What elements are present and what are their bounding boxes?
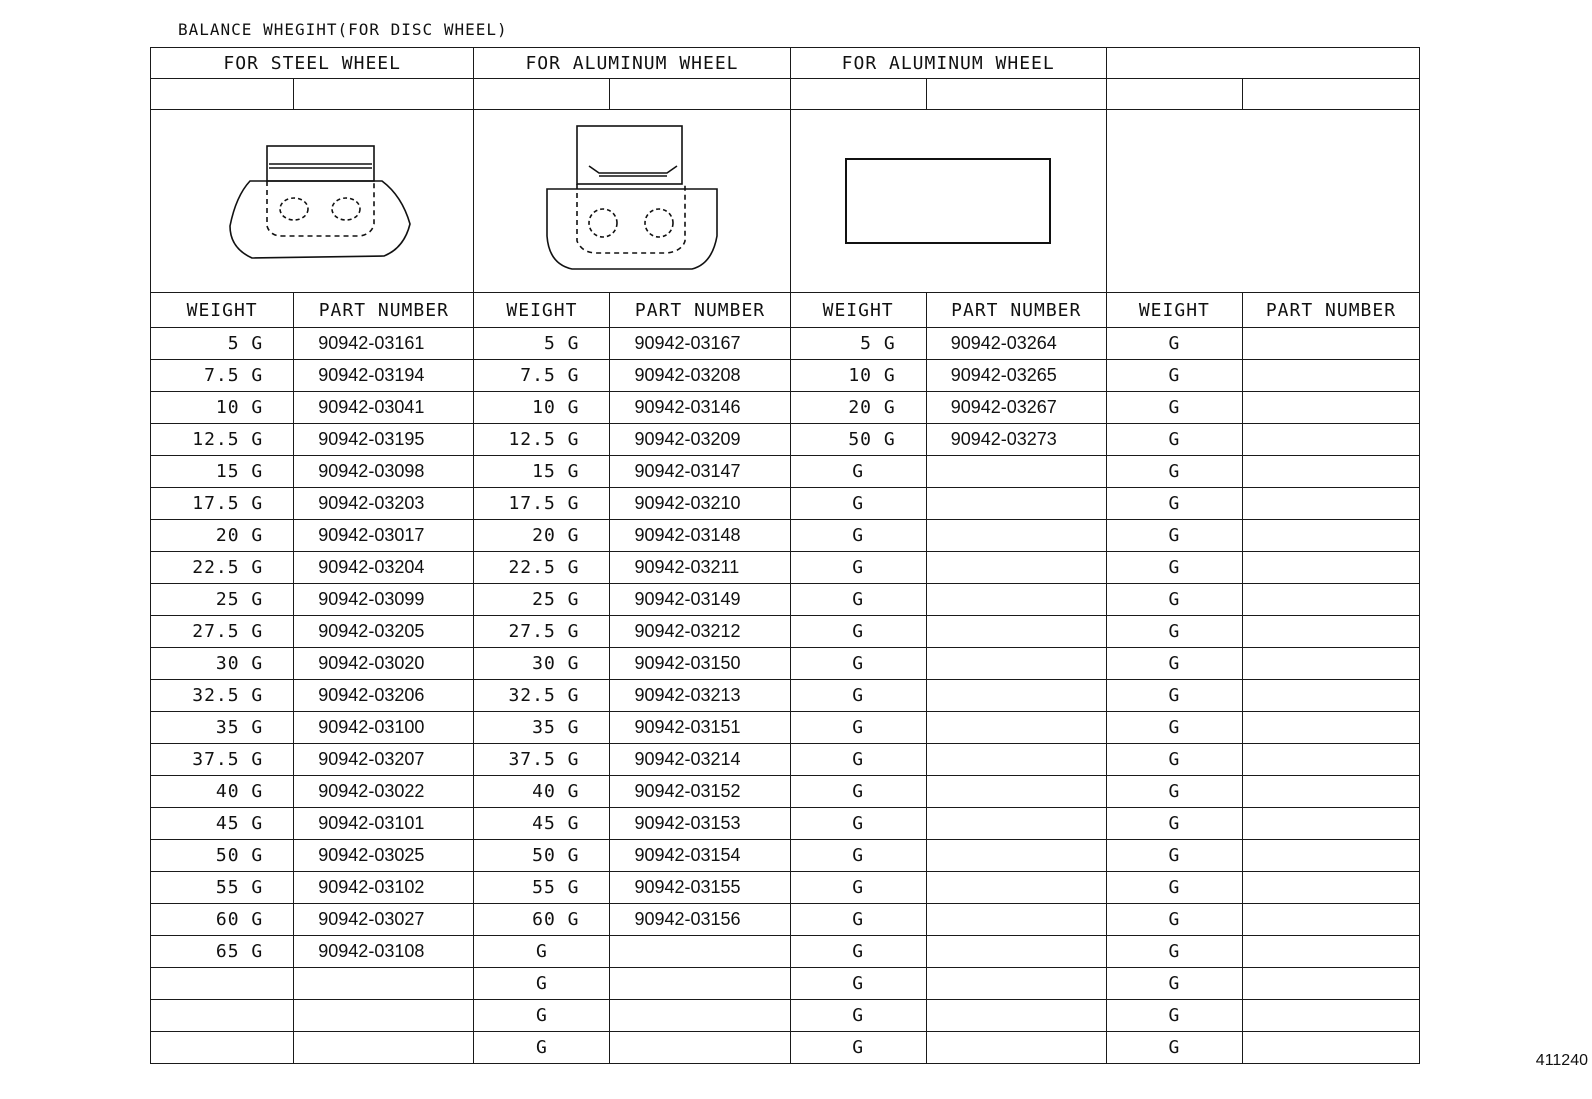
weight-cell: G <box>1106 488 1242 520</box>
blank-header-row <box>151 79 1420 110</box>
part-number-cell: 90942-03151 <box>610 712 790 744</box>
weight-cell: 20 G <box>151 520 294 552</box>
weight-cell: 5 G <box>790 328 926 360</box>
weight-cell: G <box>1106 776 1242 808</box>
weight-cell: G <box>790 872 926 904</box>
weight-cell: 10 G <box>790 360 926 392</box>
group-label-blank <box>1106 48 1419 79</box>
weight-cell: G <box>790 712 926 744</box>
weight-cell: 55 G <box>474 872 610 904</box>
part-number-cell: 90942-03209 <box>610 424 790 456</box>
weight-cell: G <box>474 968 610 1000</box>
part-number-cell: 90942-03101 <box>294 808 474 840</box>
part-number-cell <box>610 936 790 968</box>
weight-cell: G <box>790 456 926 488</box>
part-number-cell: 90942-03267 <box>926 392 1106 424</box>
weight-cell: 45 G <box>151 808 294 840</box>
table-row <box>151 584 1420 616</box>
weight-header: WEIGHT <box>151 293 294 328</box>
weight-cell: 22.5 G <box>474 552 610 584</box>
table-row <box>151 712 1420 744</box>
weight-cell: 40 G <box>474 776 610 808</box>
weight-cell: G <box>474 936 610 968</box>
part-number-cell <box>1242 648 1419 680</box>
part-number-cell: 90942-03161 <box>294 328 474 360</box>
weight-cell: 32.5 G <box>474 680 610 712</box>
part-number-cell <box>926 776 1106 808</box>
part-number-cell: 90942-03214 <box>610 744 790 776</box>
table-row <box>151 552 1420 584</box>
part-number-cell <box>1242 904 1419 936</box>
part-number-cell <box>926 584 1106 616</box>
weight-cell: G <box>1106 520 1242 552</box>
part-number-cell <box>1242 392 1419 424</box>
weight-cell: 32.5 G <box>151 680 294 712</box>
group-label-steel: FOR STEEL WHEEL <box>151 48 474 79</box>
part-number-cell: 90942-03022 <box>294 776 474 808</box>
weight-cell: 17.5 G <box>151 488 294 520</box>
weight-cell: G <box>1106 424 1242 456</box>
weight-cell: 65 G <box>151 936 294 968</box>
steel-weight-illustration <box>151 110 474 293</box>
aluminum-adhesive-weight-drawing <box>843 156 1053 246</box>
part-number-cell: 90942-03100 <box>294 712 474 744</box>
weight-cell: G <box>1106 1000 1242 1032</box>
part-number-cell: 90942-03213 <box>610 680 790 712</box>
weight-cell: G <box>790 936 926 968</box>
part-number-cell <box>1242 680 1419 712</box>
part-number-cell <box>1242 520 1419 552</box>
aluminum-clip-weight-drawing <box>537 121 727 281</box>
table-row <box>151 392 1420 424</box>
weight-cell: 35 G <box>151 712 294 744</box>
part-number-cell <box>1242 776 1419 808</box>
part-number-cell <box>926 520 1106 552</box>
weight-cell: 50 G <box>151 840 294 872</box>
weight-cell: 40 G <box>151 776 294 808</box>
weight-header: WEIGHT <box>474 293 610 328</box>
weight-cell: 5 G <box>151 328 294 360</box>
weight-cell: 27.5 G <box>474 616 610 648</box>
table-row <box>151 968 1420 1000</box>
weight-cell: G <box>790 840 926 872</box>
weight-cell: 55 G <box>151 872 294 904</box>
weight-cell: G <box>1106 904 1242 936</box>
part-number-cell <box>926 840 1106 872</box>
weight-cell <box>151 1032 294 1064</box>
weight-header: WEIGHT <box>1106 293 1242 328</box>
weight-cell: G <box>790 648 926 680</box>
weight-cell: 22.5 G <box>151 552 294 584</box>
column-header-row <box>151 293 1420 328</box>
part-number-cell: 90942-03207 <box>294 744 474 776</box>
part-number-cell <box>926 456 1106 488</box>
weight-cell: 60 G <box>474 904 610 936</box>
part-number-cell <box>926 872 1106 904</box>
weight-cell: G <box>790 680 926 712</box>
part-number-cell: 90942-03148 <box>610 520 790 552</box>
part-number-cell: 90942-03206 <box>294 680 474 712</box>
blank-cell <box>151 79 294 110</box>
part-number-cell <box>610 1032 790 1064</box>
figure-code: 411240 <box>1535 1052 1588 1069</box>
weight-cell: 45 G <box>474 808 610 840</box>
blank-cell <box>474 79 610 110</box>
weight-cell: 5 G <box>474 328 610 360</box>
weight-cell: G <box>474 1032 610 1064</box>
part-number-cell <box>1242 1000 1419 1032</box>
part-number-cell: 90942-03152 <box>610 776 790 808</box>
group-header-row <box>151 48 1420 79</box>
part-number-cell: 90942-03210 <box>610 488 790 520</box>
part-number-cell: 90942-03167 <box>610 328 790 360</box>
part-number-cell: 90942-03153 <box>610 808 790 840</box>
weight-cell: 7.5 G <box>151 360 294 392</box>
part-number-header: PART NUMBER <box>1242 293 1419 328</box>
part-number-cell: 90942-03098 <box>294 456 474 488</box>
table-row <box>151 488 1420 520</box>
table-row <box>151 520 1420 552</box>
part-number-cell <box>926 680 1106 712</box>
part-number-cell <box>1242 584 1419 616</box>
blank-cell <box>1106 79 1242 110</box>
weight-cell: G <box>1106 584 1242 616</box>
part-number-cell <box>1242 552 1419 584</box>
part-number-cell <box>1242 424 1419 456</box>
part-number-cell <box>1242 712 1419 744</box>
part-number-cell <box>1242 488 1419 520</box>
weight-cell: G <box>790 552 926 584</box>
part-number-cell <box>1242 840 1419 872</box>
part-number-cell <box>1242 456 1419 488</box>
weight-cell <box>151 968 294 1000</box>
part-number-cell: 90942-03154 <box>610 840 790 872</box>
part-number-cell <box>926 936 1106 968</box>
part-number-cell: 90942-03017 <box>294 520 474 552</box>
part-number-cell <box>1242 1032 1419 1064</box>
part-number-cell: 90942-03205 <box>294 616 474 648</box>
part-number-cell <box>1242 616 1419 648</box>
blank-cell <box>294 79 474 110</box>
weight-cell: 7.5 G <box>474 360 610 392</box>
weight-cell: 50 G <box>790 424 926 456</box>
weight-cell: 20 G <box>790 392 926 424</box>
part-number-cell: 90942-03147 <box>610 456 790 488</box>
weight-cell: G <box>1106 360 1242 392</box>
weight-cell: G <box>1106 968 1242 1000</box>
weight-cell: G <box>1106 680 1242 712</box>
part-number-cell: 90942-03099 <box>294 584 474 616</box>
blank-cell <box>926 79 1106 110</box>
weight-cell: 50 G <box>474 840 610 872</box>
part-number-cell: 90942-03208 <box>610 360 790 392</box>
weight-cell: 12.5 G <box>474 424 610 456</box>
part-number-cell <box>294 1000 474 1032</box>
weight-cell: G <box>1106 552 1242 584</box>
weight-cell: G <box>1106 872 1242 904</box>
illustration-row <box>151 110 1420 293</box>
part-number-cell <box>926 968 1106 1000</box>
part-number-cell <box>1242 872 1419 904</box>
table-row <box>151 840 1420 872</box>
weight-cell: 35 G <box>474 712 610 744</box>
part-number-cell <box>926 712 1106 744</box>
table-row <box>151 744 1420 776</box>
part-number-cell <box>926 1032 1106 1064</box>
weight-cell: 10 G <box>474 392 610 424</box>
part-number-cell <box>926 904 1106 936</box>
weight-cell: G <box>1106 456 1242 488</box>
part-number-cell: 90942-03265 <box>926 360 1106 392</box>
weight-cell: 15 G <box>151 456 294 488</box>
weight-cell: G <box>1106 744 1242 776</box>
part-number-cell <box>926 808 1106 840</box>
part-number-cell <box>1242 968 1419 1000</box>
weight-cell: 30 G <box>474 648 610 680</box>
table-row <box>151 648 1420 680</box>
weight-cell: G <box>790 488 926 520</box>
part-number-cell: 90942-03155 <box>610 872 790 904</box>
group-label-aluminum-adhesive: FOR ALUMINUM WHEEL <box>790 48 1106 79</box>
part-number-cell: 90942-03264 <box>926 328 1106 360</box>
part-number-cell <box>610 1000 790 1032</box>
part-number-cell: 90942-03041 <box>294 392 474 424</box>
weight-cell: 30 G <box>151 648 294 680</box>
part-number-cell: 90942-03025 <box>294 840 474 872</box>
part-number-cell: 90942-03203 <box>294 488 474 520</box>
part-number-cell: 90942-03211 <box>610 552 790 584</box>
weight-cell: G <box>1106 712 1242 744</box>
table-row <box>151 872 1420 904</box>
weight-cell: G <box>790 808 926 840</box>
part-number-header: PART NUMBER <box>610 293 790 328</box>
part-number-cell: 90942-03156 <box>610 904 790 936</box>
table-row <box>151 360 1420 392</box>
blank-cell <box>1242 79 1419 110</box>
weight-cell: G <box>1106 840 1242 872</box>
table-row <box>151 328 1420 360</box>
part-number-cell: 90942-03150 <box>610 648 790 680</box>
weight-cell: G <box>1106 936 1242 968</box>
weight-cell: G <box>1106 648 1242 680</box>
part-number-cell <box>926 488 1106 520</box>
part-number-header: PART NUMBER <box>294 293 474 328</box>
weight-cell: G <box>1106 1032 1242 1064</box>
weight-cell: 20 G <box>474 520 610 552</box>
part-number-cell: 90942-03027 <box>294 904 474 936</box>
weight-header: WEIGHT <box>790 293 926 328</box>
part-number-cell: 90942-03212 <box>610 616 790 648</box>
weight-cell: G <box>474 1000 610 1032</box>
part-number-cell <box>926 1000 1106 1032</box>
part-number-cell: 90942-03195 <box>294 424 474 456</box>
weight-cell: G <box>790 584 926 616</box>
part-number-cell: 90942-03149 <box>610 584 790 616</box>
table-row <box>151 776 1420 808</box>
part-number-cell <box>294 1032 474 1064</box>
weight-cell: G <box>790 616 926 648</box>
weight-cell: G <box>790 968 926 1000</box>
part-number-header: PART NUMBER <box>926 293 1106 328</box>
table-row <box>151 424 1420 456</box>
part-number-cell: 90942-03020 <box>294 648 474 680</box>
weight-cell: 15 G <box>474 456 610 488</box>
steel-weight-drawing <box>212 136 412 266</box>
blank-cell <box>610 79 790 110</box>
table-row <box>151 1032 1420 1064</box>
weight-cell: 17.5 G <box>474 488 610 520</box>
part-number-cell <box>926 616 1106 648</box>
aluminum-adhesive-weight-illustration <box>790 110 1106 293</box>
weight-cell: 25 G <box>474 584 610 616</box>
weight-cell: 60 G <box>151 904 294 936</box>
part-number-cell: 90942-03204 <box>294 552 474 584</box>
part-number-cell <box>1242 936 1419 968</box>
table-row <box>151 808 1420 840</box>
part-number-cell: 90942-03194 <box>294 360 474 392</box>
part-number-cell <box>294 968 474 1000</box>
balance-weight-table <box>150 47 1420 1064</box>
weight-cell: 37.5 G <box>151 744 294 776</box>
part-number-cell <box>1242 808 1419 840</box>
weight-cell <box>151 1000 294 1032</box>
table-row <box>151 680 1420 712</box>
part-number-cell: 90942-03273 <box>926 424 1106 456</box>
table-row <box>151 1000 1420 1032</box>
weight-cell: G <box>790 744 926 776</box>
table-row <box>151 456 1420 488</box>
weight-cell: 12.5 G <box>151 424 294 456</box>
weight-cell: G <box>1106 616 1242 648</box>
weight-cell: G <box>790 904 926 936</box>
part-number-cell: 90942-03146 <box>610 392 790 424</box>
document-title: BALANCE WHEGIHT(FOR DISC WHEEL) <box>178 20 508 39</box>
weight-cell: G <box>790 520 926 552</box>
weight-cell: G <box>1106 328 1242 360</box>
weight-cell: 25 G <box>151 584 294 616</box>
weight-cell: G <box>1106 392 1242 424</box>
part-number-cell <box>1242 328 1419 360</box>
table-row <box>151 936 1420 968</box>
weight-cell: G <box>1106 808 1242 840</box>
part-number-cell <box>1242 360 1419 392</box>
weight-cell: 10 G <box>151 392 294 424</box>
weight-cell: 37.5 G <box>474 744 610 776</box>
table-row <box>151 904 1420 936</box>
part-number-cell: 90942-03108 <box>294 936 474 968</box>
blank-illustration-cell <box>1106 110 1419 293</box>
blank-cell <box>790 79 926 110</box>
part-number-cell: 90942-03102 <box>294 872 474 904</box>
weight-cell: G <box>790 1032 926 1064</box>
table-row <box>151 616 1420 648</box>
part-number-cell <box>926 552 1106 584</box>
weight-cell: G <box>790 776 926 808</box>
part-number-cell <box>610 968 790 1000</box>
part-number-cell <box>1242 744 1419 776</box>
weight-cell: 27.5 G <box>151 616 294 648</box>
group-label-aluminum-clip: FOR ALUMINUM WHEEL <box>474 48 790 79</box>
part-number-cell <box>926 744 1106 776</box>
part-number-cell <box>926 648 1106 680</box>
aluminum-clip-weight-illustration <box>474 110 790 293</box>
weight-cell: G <box>790 1000 926 1032</box>
